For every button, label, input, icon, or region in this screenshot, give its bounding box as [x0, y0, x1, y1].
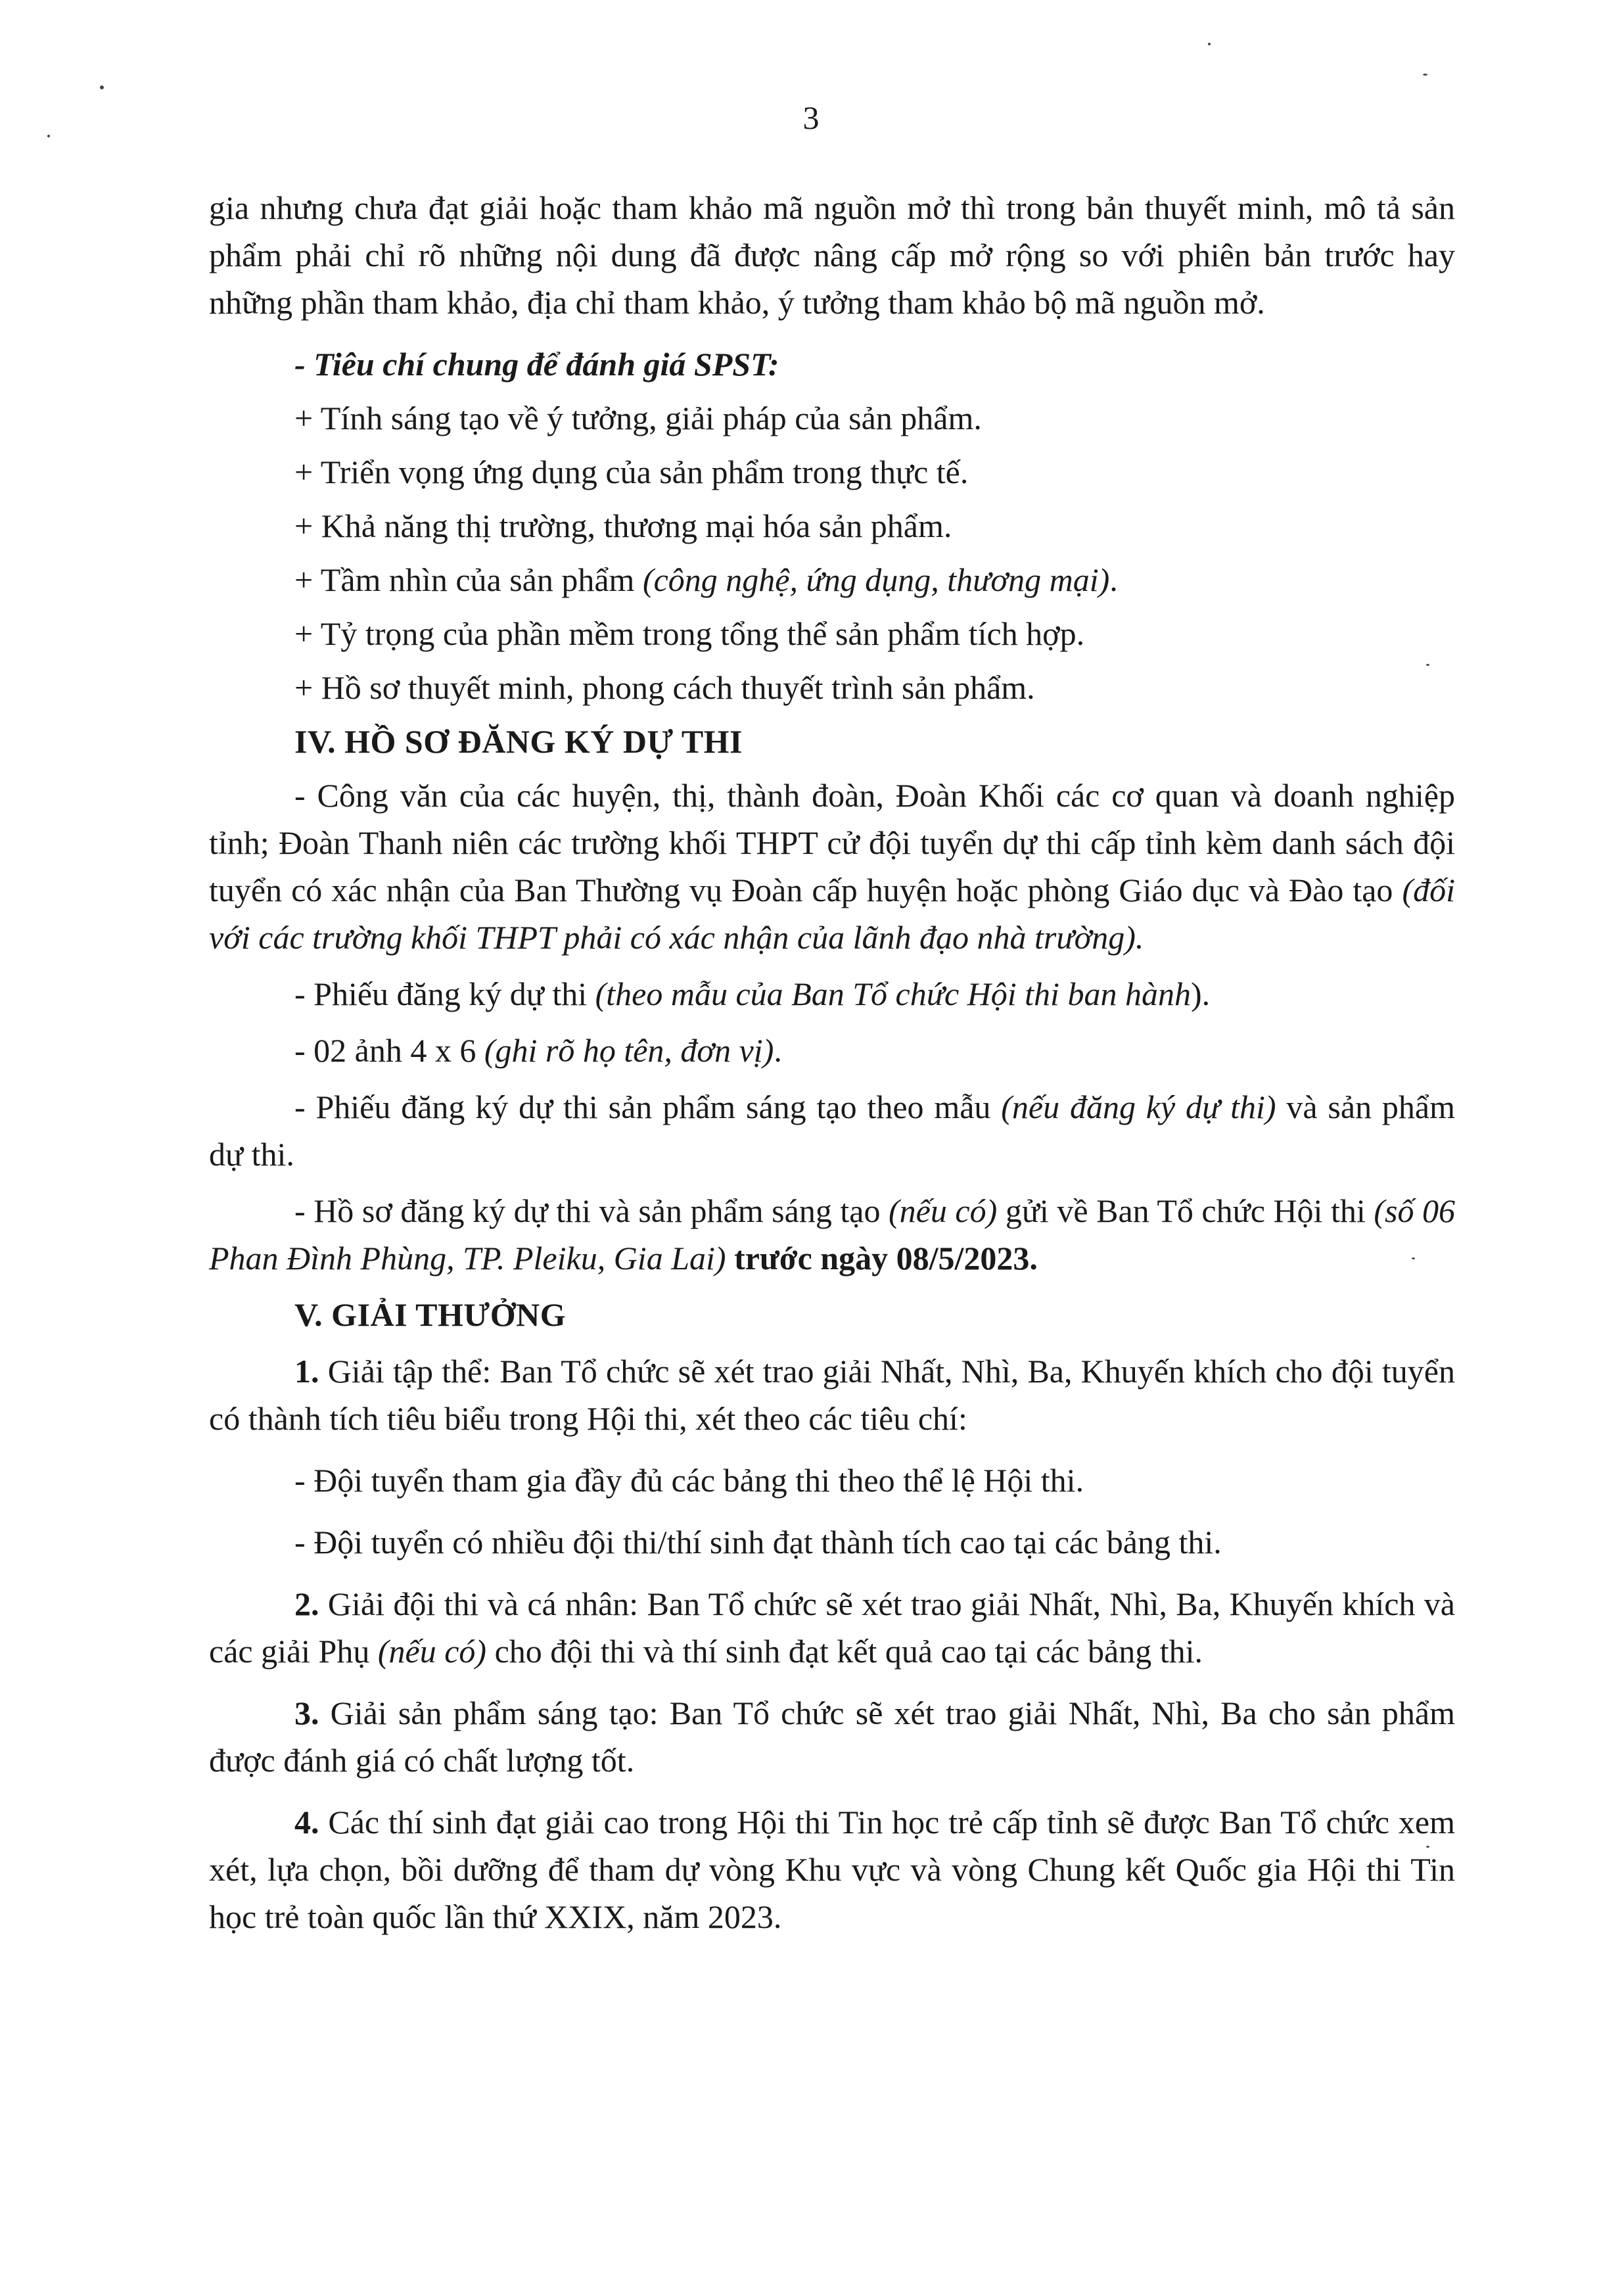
text: - Phiếu đăng ký dự thi sản phẩm sáng tạo theo mẫu — [294, 1089, 1002, 1125]
italic-note: (đối với các trường khối THPT phải có xác nhận của lãnh đạo nhà trường). — [209, 872, 1455, 956]
prize-3-paragraph — [209, 1689, 1455, 1784]
criteria-item: + Tính sáng tạo về ý tưởng, giải pháp của sản phẩm. — [294, 400, 982, 436]
scan-speck — [100, 85, 104, 89]
text-after: . — [774, 1032, 782, 1069]
text: Các thí sinh đạt giải cao trong Hội thi Tin học trẻ cấp tỉnh sẽ được Ban Tổ chức xem xét, lựa chọn, bồi dưỡng để tham dự vòng Khu vực và vòng Chung kết Quốc gia Hội thi Tin học trẻ toàn quốc lần thứ XXIX, năm 2023. — [209, 1804, 1455, 1935]
text-after: cho đội thi và thí sinh đạt kết quả cao tại các bảng thi. — [486, 1633, 1203, 1670]
prize-number: 2. — [294, 1585, 319, 1622]
section4-paragraph-3 — [209, 1027, 1455, 1074]
prize-4-paragraph — [209, 1798, 1455, 1940]
deadline: trước ngày 08/5/2023. — [726, 1240, 1038, 1277]
text-after: ). — [1190, 975, 1211, 1012]
criteria-item-italic: (công nghệ, ứng dụng, thương mại) — [642, 561, 1110, 598]
prize-1-criterion: - Đội tuyển tham gia đầy đủ các bảng thi theo thể lệ Hội thi. — [294, 1462, 1084, 1499]
criteria-item: + Tỷ trọng của phần mềm trong tổng thể sản phẩm tích hợp. — [294, 615, 1085, 652]
scan-speck — [1423, 74, 1427, 76]
italic-note: (nếu đăng ký dự thi) — [1001, 1089, 1276, 1125]
italic-note: (ghi rõ họ tên, đơn vị) — [484, 1032, 774, 1069]
section-heading-iv: IV. HỒ SƠ ĐĂNG KÝ DỰ THI — [294, 723, 743, 760]
prize-2-paragraph — [209, 1580, 1455, 1675]
text: - Hồ sơ đăng ký dự thi và sản phẩm sáng tạo — [294, 1192, 889, 1229]
italic-note: (theo mẫu của Ban Tổ chức Hội thi ban hành — [595, 975, 1191, 1012]
criteria-item-after: . — [1109, 561, 1118, 598]
prize-1-criterion: - Đội tuyển có nhiều đội thi/thí sinh đạt thành tích cao tại các bảng thi. — [294, 1524, 1222, 1560]
document-body — [209, 184, 1455, 1940]
text: - 02 ảnh 4 x 6 — [294, 1032, 484, 1069]
section4-paragraph-5 — [209, 1187, 1455, 1282]
text-after: và sản phẩm dự thi. — [209, 1089, 1455, 1173]
criteria-item: + Khả năng thị trường, thương mại hóa sản phẩm. — [294, 507, 952, 544]
section-heading-v: V. GIẢI THƯỞNG — [294, 1296, 567, 1333]
italic-address: (số 06 Phan Đình Phùng, TP. Pleiku, Gia Lai) — [209, 1192, 1456, 1277]
prize-number: 4. — [294, 1804, 319, 1840]
text: - Phiếu đăng ký dự thi — [294, 975, 595, 1012]
criteria-item: + Triển vọng ứng dụng của sản phẩm trong thực tế. — [294, 454, 969, 490]
text: - Công văn của các huyện, thị, thành đoàn, Đoàn Khối các cơ quan và doanh nghiệp tỉnh; Đoàn Thanh niên các trường khối THPT cử đội tuyển dự thi cấp tỉnh kèm danh sách đội tuyển có xác nhận của Ban Thường vụ Đoàn cấp huyện hoặc phòng Giáo dục và Đào tạo — [209, 777, 1455, 908]
text: Giải đội thi và cá nhân: Ban Tổ chức sẽ xét trao giải Nhất, Nhì, Ba, Khuyến khích và các giải Phụ — [209, 1585, 1455, 1670]
italic-note: (nếu có) — [889, 1192, 998, 1229]
prize-number: 1. — [294, 1353, 319, 1390]
criteria-title: - Tiêu chí chung để đánh giá SPST: — [294, 346, 779, 383]
text: Giải tập thể: Ban Tổ chức sẽ xét trao giải Nhất, Nhì, Ba, Khuyến khích cho đội tuyển có thành tích tiêu biểu trong Hội thi, xét theo các tiêu chí: — [209, 1353, 1455, 1437]
prize-number: 3. — [294, 1695, 319, 1731]
criteria-item — [209, 556, 1455, 603]
text-mid: gửi về Ban Tổ chức Hội thi — [997, 1192, 1374, 1229]
italic-note: (nếu có) — [377, 1633, 487, 1670]
text: Giải sản phẩm sáng tạo: Ban Tổ chức sẽ xét trao giải Nhất, Nhì, Ba cho sản phẩm được đánh giá có chất lượng tốt. — [209, 1695, 1455, 1779]
scan-speck — [1208, 43, 1211, 45]
criteria-item-text: + Tầm nhìn của sản phẩm — [294, 561, 643, 598]
section4-paragraph-4 — [209, 1083, 1455, 1178]
criteria-item: + Hồ sơ thuyết minh, phong cách thuyết trình sản phẩm. — [294, 669, 1035, 706]
intro-paragraph: gia nhưng chưa đạt giải hoặc tham khảo mã nguồn mở thì trong bản thuyết minh, mô tả sản phẩm phải chỉ rõ những nội dung đã được nâng cấp mở rộng so với phiên bản trước hay những phần tham khảo, địa chỉ tham khảo, ý tưởng tham khảo bộ mã nguồn mở. — [209, 189, 1455, 321]
prize-1-paragraph — [209, 1347, 1455, 1442]
section4-paragraph-1 — [209, 772, 1455, 961]
section4-paragraph-2 — [209, 970, 1455, 1018]
page-number: 3 — [802, 99, 820, 136]
